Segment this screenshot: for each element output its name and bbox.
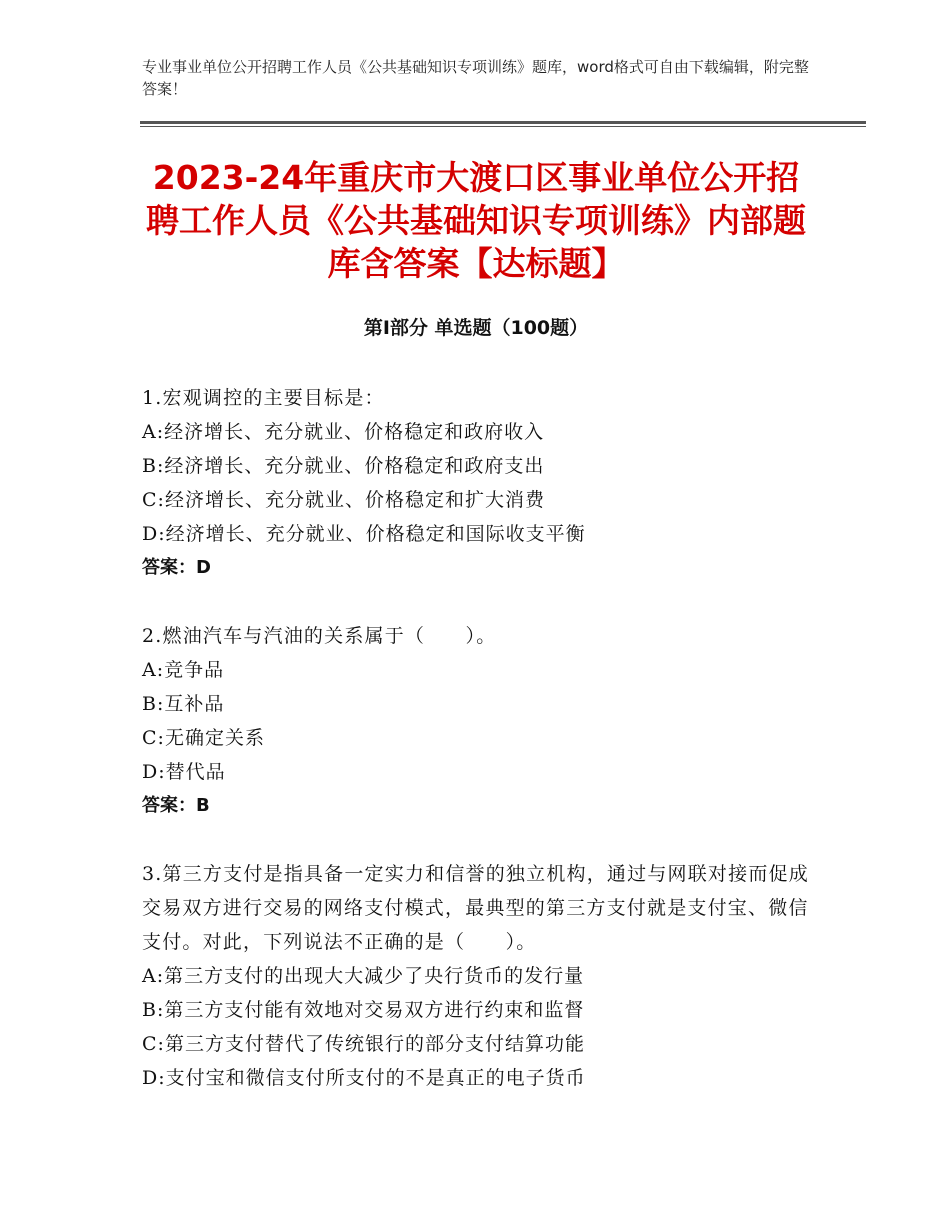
option-a: A:竞争品: [142, 659, 225, 681]
question-stem: 1.宏观调控的主要目标是：: [142, 387, 385, 409]
option-b: B:互补品: [142, 693, 225, 715]
option-b: B:经济增长、充分就业、价格稳定和政府支出: [142, 455, 545, 477]
question-2: [142, 619, 810, 823]
option-d: D:替代品: [142, 761, 226, 783]
answer: 答案：B: [142, 795, 210, 816]
option-c: C:经济增长、充分就业、价格稳定和扩大消费: [142, 489, 545, 511]
option-d: D:支付宝和微信支付所支付的不是真正的电子货币: [142, 1067, 586, 1089]
question-stem: 3.第三方支付是指具备一定实力和信誉的独立机构，通过与网联对接而促成交易双方进行交易的网络支付模式，最典型的第三方支付就是支付宝、微信支付。对此，下列说法不正确的是（ ）。: [142, 863, 809, 953]
document-title: 2023-24年重庆市大渡口区事业单位公开招聘工作人员《公共基础知识专项训练》内部题库含答案【达标题】: [146, 158, 806, 283]
option-b: B:第三方支付能有效地对交易双方进行约束和监督: [142, 999, 585, 1021]
option-d: D:经济增长、充分就业、价格稳定和国际收支平衡: [142, 523, 586, 545]
section-heading: 第Ⅰ部分 单选题（100题）: [363, 317, 589, 339]
header-divider-thick: [140, 121, 866, 124]
question-stem: 2.燃油汽车与汽油的关系属于（ ）。: [142, 625, 497, 647]
question-list: [142, 381, 810, 1129]
option-c: C:第三方支付替代了传统银行的部分支付结算功能: [142, 1033, 585, 1055]
option-a: A:经济增长、充分就业、价格稳定和政府收入: [142, 421, 545, 443]
option-a: A:第三方支付的出现大大减少了央行货币的发行量: [142, 965, 585, 987]
header-note: 专业事业单位公开招聘工作人员《公共基础知识专项训练》题库，word格式可自由下载编辑，附完整答案！: [142, 58, 809, 98]
question-3: [142, 857, 810, 1095]
question-1: [142, 381, 810, 585]
header-divider-thin: [140, 126, 866, 127]
option-c: C:无确定关系: [142, 727, 265, 749]
answer: 答案：D: [142, 557, 211, 578]
